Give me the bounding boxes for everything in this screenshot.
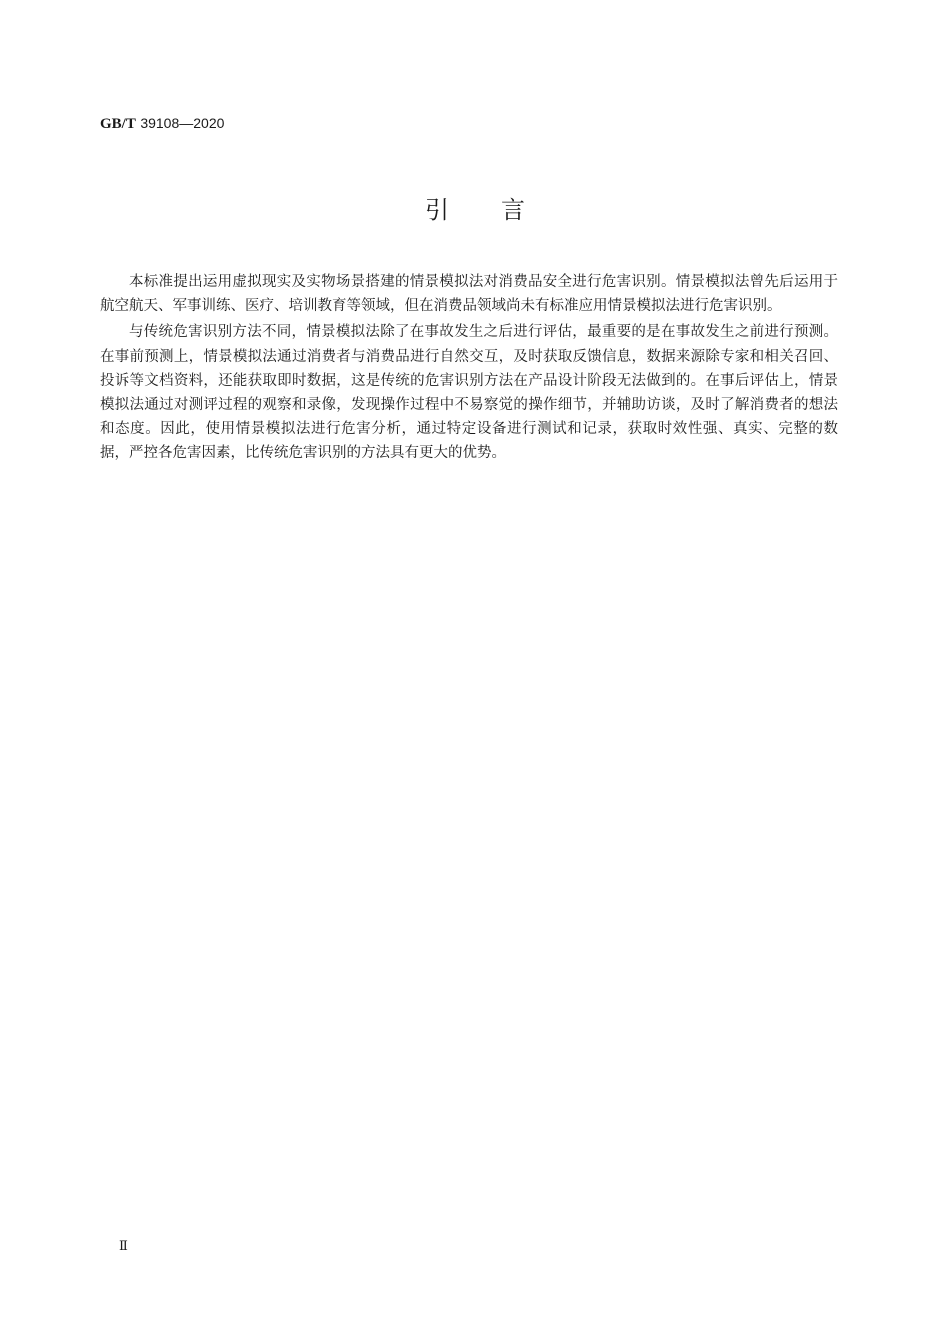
section-title: 引言 [425, 196, 577, 224]
body-text [100, 270, 838, 468]
standard-prefix: GB/T [100, 116, 136, 132]
page-number: Ⅱ [119, 1238, 128, 1253]
standard-code [100, 113, 224, 134]
standard-number: 39108—2020 [140, 115, 225, 131]
paragraph-2: 与传统危害识别方法不同，情景模拟法除了在事故发生之后进行评估，最重要的是在事故发生之前进行预测。在事前预测上，情景模拟法通过消费者与消费品进行自然交互，及时获取反馈信息，数据来源除专家和相关召回、投诉等文档资料，还能获取即时数据，这是传统的危害识别方法在产品设计阶段无法做到的。在事后评估上，情景模拟法通过对测评过程的观察和录像，发现操作过程中不易察觉的操作细节，并辅助访谈，及时了解消费者的想法和态度。因此，使用情景模拟法进行危害分析，通过特定设备进行测试和记录，获取时效性强、真实、完整的数据，严控各危害因素，比传统危害识别的方法具有更大的优势。 [100, 324, 838, 462]
paragraph-1: 本标准提出运用虚拟现实及实物场景搭建的情景模拟法对消费品安全进行危害识别。情景模拟法曾先后运用于航空航天、军事训练、医疗、培训教育等领域，但在消费品领域尚未有标准应用情景模拟法进行危害识别。 [100, 274, 838, 315]
